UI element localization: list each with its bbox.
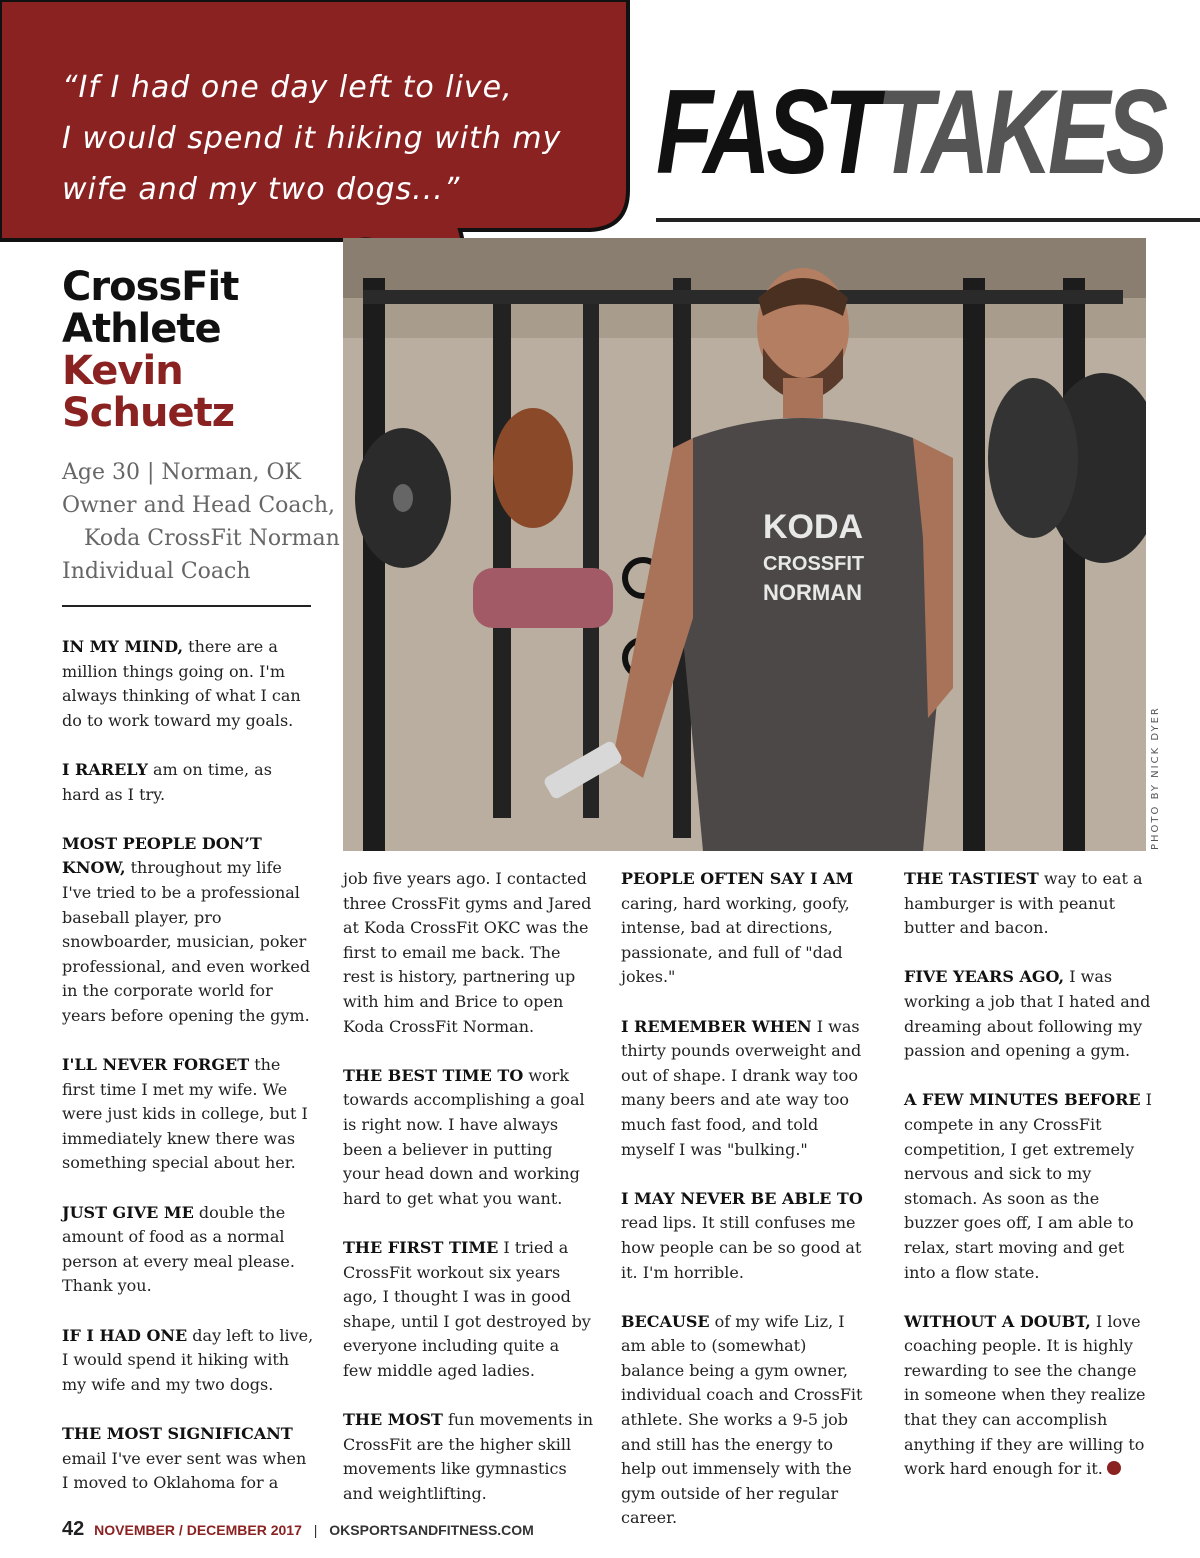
text-column-1: [62, 635, 314, 1520]
shirt-print-koda: KODA: [763, 508, 864, 546]
paragraph-text: of my wife Liz, I am able to (somewhat) balance being a gym owner, individual coach and CrossFit athlete. She works a 9-5 job and still has the energy to help out immensely with the gym outside of her regular career.: [621, 1311, 863, 1528]
paragraph-lead: THE FIRST TIME: [343, 1237, 499, 1257]
paragraph-lead: THE TASTIEST: [904, 869, 1039, 888]
paragraph-text: I was thirty pounds overweight and out of shape. I drank way too many beers and ate way too much fast food, and told myself I was "bulking.": [621, 1016, 862, 1159]
paragraph-text: I was working a job that I hated and dreaming about following my passion and opening a gym.: [904, 967, 1151, 1061]
paragraph-lead: I'LL NEVER FORGET: [62, 1055, 250, 1075]
paragraph-text: caring, hard working, goofy, intense, bad at directions, passionate, and full of "dad jokes.": [621, 893, 850, 987]
paragraph-text: job five years ago. I contacted three CrossFit gyms and Jared at Koda CrossFit OKC was the first to email me back. The rest is history, partnering up with him and Brice to open Koda CrossFit Norman.: [343, 869, 592, 1036]
paragraph: [904, 867, 1156, 941]
paragraph: [62, 1201, 314, 1299]
paragraph-text: throughout my life I've tried to be a professional baseball player, pro snowboarder, musician, poker professional, and even worked in the corporate world for years before opening the gym.: [62, 858, 311, 1025]
athlete-photo: [343, 238, 1146, 851]
paragraph: [62, 832, 314, 1029]
paragraph: [621, 1015, 873, 1163]
paragraph: [62, 1422, 314, 1496]
meta-line: Individual Coach: [62, 559, 251, 584]
athlete-meta: [62, 456, 340, 588]
paragraph-text: I tried a CrossFit workout six years ago, I thought I was in good shape, until I got destroyed by everyone including quite a few middle aged ladies.: [343, 1237, 591, 1380]
paragraph: [343, 1236, 593, 1384]
paragraph-text: way to eat a hamburger is with peanut butter and bacon.: [904, 869, 1143, 938]
paragraph-text: I compete in any CrossFit competition, I get extremely nervous and sick to my stomach. As soon as the buzzer goes off, I am able to relax, start moving and get into a flow state.: [904, 1090, 1152, 1282]
paragraph: [343, 1408, 593, 1506]
shirt-print-crossfit: CROSSFIT: [763, 553, 865, 575]
paragraph: [62, 758, 314, 807]
title-line: Athlete: [62, 306, 221, 352]
photo-credit: PHOTO BY NICK DYER: [1150, 706, 1161, 850]
title-line: CrossFit: [62, 264, 239, 310]
paragraph-text: double the amount of food as a normal person at every meal please. Thank you.: [62, 1202, 295, 1296]
issue-date: NOVEMBER / DECEMBER 2017: [94, 1522, 302, 1538]
meta-line: Koda CrossFit Norman: [84, 526, 340, 551]
paragraph: [621, 1187, 873, 1285]
paragraph-lead: PEOPLE OFTEN SAY I AM: [621, 869, 854, 888]
paragraph-text: the first time I met my wife. We were just kids in college, but I immediately knew there was something special about her.: [62, 1055, 308, 1173]
fast-takes-logo: [656, 52, 1164, 212]
paragraph-lead: BECAUSE: [621, 1311, 710, 1331]
paragraph-text: am on time, as hard as I try.: [62, 759, 272, 804]
website-link[interactable]: OKSPORTSANDFITNESS.COM: [329, 1522, 534, 1538]
paragraph-lead: THE MOST SIGNIFICANT: [62, 1424, 293, 1443]
paragraph-lead: JUST GIVE ME: [62, 1202, 194, 1222]
logo-rule: [656, 218, 1200, 222]
paragraph-lead: I RARELY: [62, 759, 148, 779]
paragraph-text: email I've ever sent was when I moved to Oklahoma for a: [62, 1448, 307, 1493]
paragraph: [343, 1064, 593, 1212]
paragraph: [621, 1310, 873, 1531]
paragraph-text: work towards accomplishing a goal is right now. I have always been a believer in putting your head down and working hard to get what you want.: [343, 1065, 585, 1208]
page-footer: [62, 1518, 534, 1541]
logo-fast: FAST: [656, 65, 877, 199]
paragraph: [343, 867, 593, 1039]
paragraph-text: day left to live, I would spend it hiking with my wife and my two dogs.: [62, 1325, 314, 1394]
page-number: 42: [62, 1518, 85, 1540]
paragraph-lead: A FEW MINUTES BEFORE: [904, 1090, 1141, 1110]
paragraph-lead: MOST PEOPLE DON’T KNOW,: [62, 833, 262, 878]
end-mark-icon: [1107, 1461, 1121, 1475]
quote-line: wife and my two dogs...”: [62, 172, 461, 207]
paragraph-lead: WITHOUT A DOUBT,: [904, 1311, 1091, 1331]
paragraph-lead: THE BEST TIME TO: [343, 1065, 524, 1085]
text-column-2: [343, 867, 593, 1531]
paragraph-text: read lips. It still confuses me how people can be so good at it. I'm horrible.: [621, 1213, 862, 1282]
paragraph-lead: I MAY NEVER BE ABLE TO: [621, 1188, 863, 1208]
logo-takes: TAKES: [876, 65, 1164, 199]
meta-line: Owner and Head Coach,: [62, 493, 336, 518]
paragraph: [62, 1324, 314, 1398]
paragraph: [621, 867, 873, 990]
paragraph: [904, 965, 1156, 1063]
section-divider: [62, 605, 311, 607]
paragraph: [904, 1088, 1156, 1285]
paragraph: [62, 635, 314, 733]
text-column-3: [621, 867, 873, 1556]
quote-line: I would spend it hiking with my: [62, 121, 562, 156]
shirt-print-norman: NORMAN: [763, 580, 862, 605]
quote-line: “If I had one day left to live,: [62, 70, 513, 105]
athlete-title: [62, 266, 322, 434]
paragraph-text: there are a million things going on. I'm always thinking of what I can do to work toward my goals.: [62, 637, 301, 730]
paragraph-lead: I REMEMBER WHEN: [621, 1016, 812, 1036]
athlete-name: Schuetz: [62, 390, 235, 436]
text-column-4: [904, 867, 1156, 1506]
paragraph-lead: THE MOST: [343, 1410, 443, 1430]
paragraph-lead: IF I HAD ONE: [62, 1325, 188, 1345]
paragraph: [904, 1310, 1156, 1482]
pull-quote: [62, 62, 622, 215]
paragraph-lead: IN MY MIND,: [62, 637, 184, 656]
paragraph-text: I love coaching people. It is highly rewarding to see the change in someone when they realize that they can accomplish anything if they are willing to work hard enough for it.: [904, 1311, 1146, 1479]
paragraph: [62, 1053, 314, 1176]
gym-scene-illustration: [343, 238, 1146, 851]
paragraph-text: fun movements in CrossFit are the higher skill movements like gymnastics and weightlifting.: [343, 1410, 594, 1503]
paragraph-lead: FIVE YEARS AGO,: [904, 967, 1065, 987]
footer-separator: |: [313, 1522, 318, 1538]
meta-line: Age 30 | Norman, OK: [62, 460, 301, 485]
athlete-name: Kevin: [62, 348, 183, 394]
